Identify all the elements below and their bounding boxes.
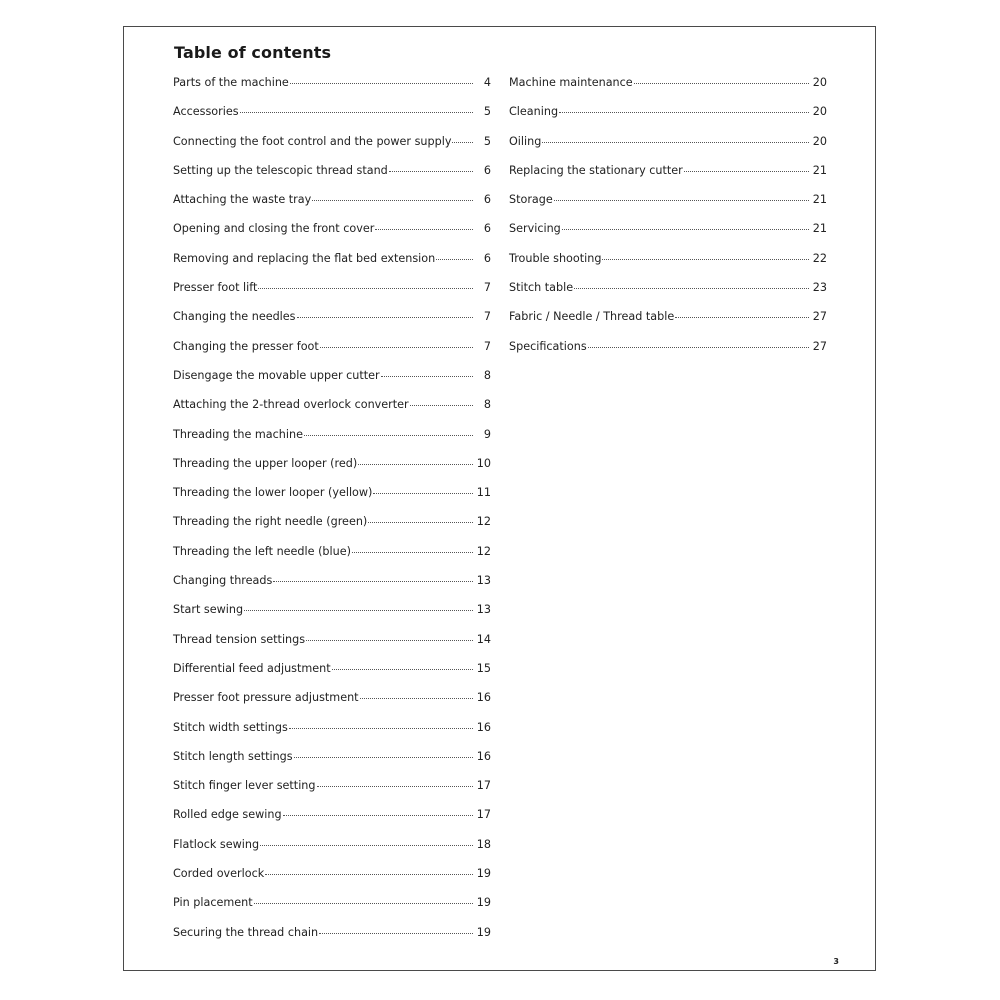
toc-dot-leader [240, 112, 473, 113]
toc-right-column [509, 76, 827, 369]
toc-entry-page: 20 [812, 134, 827, 148]
toc-entry-label: Attaching the waste tray [173, 193, 312, 207]
toc-entry-label: Changing the needles [173, 310, 296, 324]
toc-entry-page: 14 [476, 632, 491, 646]
toc-entry-label: Threading the upper looper (red) [173, 456, 358, 470]
toc-dot-leader [375, 229, 473, 230]
toc-dot-leader [675, 317, 809, 318]
toc-entry-page: 5 [483, 134, 491, 148]
toc-entry [173, 105, 491, 134]
toc-entry [173, 691, 491, 720]
toc-entry [173, 164, 491, 193]
toc-entry-page: 13 [476, 574, 491, 588]
toc-dot-leader [254, 903, 473, 904]
toc-dot-leader [258, 288, 473, 289]
toc-entry-page: 5 [483, 105, 491, 119]
toc-dot-leader [452, 142, 473, 143]
toc-dot-leader [320, 347, 473, 348]
toc-dot-leader [368, 522, 473, 523]
toc-entry-label: Threading the left needle (blue) [173, 544, 351, 558]
page-number: 3 [833, 957, 839, 966]
toc-entry [509, 76, 827, 105]
toc-entry [173, 515, 491, 544]
toc-entry [173, 545, 491, 574]
toc-entry-page: 17 [476, 808, 491, 822]
toc-dot-leader [559, 112, 809, 113]
toc-dot-leader [360, 698, 473, 699]
toc-entry-label: Presser foot lift [173, 281, 258, 295]
toc-entry [173, 457, 491, 486]
toc-entry [173, 633, 491, 662]
toc-entry-page: 21 [812, 222, 827, 236]
toc-entry [173, 603, 491, 632]
toc-entry-label: Oiling [509, 134, 542, 148]
toc-entry-page: 13 [476, 603, 491, 617]
toc-entry [173, 76, 491, 105]
toc-entry-label: Securing the thread chain [173, 925, 319, 939]
toc-entry [509, 135, 827, 164]
toc-entry-page: 19 [476, 925, 491, 939]
toc-entry [509, 340, 827, 369]
toc-entry-page: 27 [812, 339, 827, 353]
toc-entry-label: Replacing the stationary cutter [509, 163, 683, 177]
toc-entry [173, 808, 491, 837]
toc-entry-page: 17 [476, 779, 491, 793]
toc-entry-label: Stitch length settings [173, 749, 293, 763]
toc-entry-label: Storage [509, 193, 553, 207]
toc-entry [173, 310, 491, 339]
toc-entry [173, 398, 491, 427]
toc-entry-page: 20 [812, 105, 827, 119]
toc-entry [509, 281, 827, 310]
toc-dot-leader [554, 200, 809, 201]
toc-dot-leader [306, 640, 473, 641]
toc-dot-leader [410, 405, 473, 406]
toc-entry-page: 11 [476, 486, 491, 500]
toc-entry [173, 369, 491, 398]
toc-entry [173, 222, 491, 251]
toc-entry-label: Connecting the foot control and the power supply [173, 134, 452, 148]
toc-dot-leader [289, 728, 473, 729]
toc-entry [173, 662, 491, 691]
toc-entry-label: Start sewing [173, 603, 244, 617]
toc-entry-page: 21 [812, 163, 827, 177]
toc-entry [173, 750, 491, 779]
toc-entry-page: 7 [483, 310, 491, 324]
toc-dot-leader [542, 142, 809, 143]
toc-entry-label: Stitch finger lever setting [173, 779, 316, 793]
toc-entry-page: 12 [476, 515, 491, 529]
toc-entry-page: 4 [483, 76, 491, 89]
toc-entry-page: 12 [476, 544, 491, 558]
toc-left-column [173, 76, 491, 955]
page-title: Table of contents [174, 43, 332, 62]
toc-dot-leader [297, 317, 474, 318]
toc-dot-leader [436, 259, 473, 260]
toc-entry-page: 19 [476, 867, 491, 881]
toc-entry-label: Machine maintenance [509, 76, 633, 89]
toc-entry [173, 252, 491, 281]
toc-entry-label: Fabric / Needle / Thread table [509, 310, 675, 324]
toc-entry-label: Servicing [509, 222, 561, 236]
toc-entry [173, 867, 491, 896]
toc-entry [173, 193, 491, 222]
toc-entry-label: Stitch table [509, 281, 574, 295]
toc-entry-label: Changing the presser foot [173, 339, 319, 353]
toc-entry-page: 7 [483, 339, 491, 353]
document-page [123, 26, 876, 971]
toc-dot-leader [381, 376, 473, 377]
toc-dot-leader [684, 171, 809, 172]
toc-dot-leader [358, 464, 473, 465]
toc-entry-label: Corded overlock [173, 867, 265, 881]
toc-entry [173, 281, 491, 310]
toc-entry-page: 27 [812, 310, 827, 324]
toc-entry [509, 252, 827, 281]
toc-entry-page: 15 [476, 661, 491, 675]
toc-entry-page: 8 [483, 368, 491, 382]
toc-entry-page: 9 [483, 427, 491, 441]
toc-entry [173, 896, 491, 925]
toc-entry-page: 10 [476, 456, 491, 470]
toc-entry-label: Trouble shooting [509, 251, 602, 265]
toc-entry-page: 6 [483, 251, 491, 265]
toc-entry [173, 340, 491, 369]
toc-entry-label: Changing threads [173, 574, 273, 588]
toc-entry-label: Flatlock sewing [173, 837, 260, 851]
toc-entry-label: Accessories [173, 105, 239, 119]
toc-dot-leader [332, 669, 473, 670]
toc-entry-page: 21 [812, 193, 827, 207]
toc-entry-label: Stitch width settings [173, 720, 288, 734]
toc-dot-leader [319, 933, 473, 934]
toc-dot-leader [352, 552, 473, 553]
toc-entry-page: 18 [476, 837, 491, 851]
toc-entry-label: Rolled edge sewing [173, 808, 282, 822]
toc-dot-leader [602, 259, 809, 260]
toc-entry-label: Threading the lower looper (yellow) [173, 486, 373, 500]
toc-dot-leader [283, 815, 473, 816]
toc-entry-label: Cleaning [509, 105, 559, 119]
toc-entry [509, 222, 827, 251]
toc-entry-page: 6 [483, 193, 491, 207]
toc-entry-label: Setting up the telescopic thread stand [173, 163, 388, 177]
toc-entry [173, 428, 491, 457]
toc-entry-label: Disengage the movable upper cutter [173, 368, 380, 382]
toc-entry [173, 926, 491, 955]
toc-entry [173, 721, 491, 750]
toc-dot-leader [294, 757, 473, 758]
toc-dot-leader [389, 171, 473, 172]
toc-dot-leader [273, 581, 473, 582]
toc-entry-page: 22 [812, 251, 827, 265]
toc-entry-label: Differential feed adjustment [173, 661, 331, 675]
toc-entry-page: 8 [483, 398, 491, 412]
toc-entry-label: Opening and closing the front cover [173, 222, 375, 236]
toc-entry [509, 105, 827, 134]
toc-entry [173, 838, 491, 867]
toc-dot-leader [588, 347, 809, 348]
toc-dot-leader [373, 493, 473, 494]
toc-entry-page: 6 [483, 222, 491, 236]
toc-entry-label: Presser foot pressure adjustment [173, 691, 359, 705]
toc-dot-leader [634, 83, 809, 84]
toc-entry-label: Parts of the machine [173, 76, 289, 89]
toc-entry [173, 486, 491, 515]
toc-entry-page: 20 [812, 76, 827, 89]
toc-entry-page: 16 [476, 749, 491, 763]
toc-entry-page: 23 [812, 281, 827, 295]
toc-entry-page: 19 [476, 896, 491, 910]
toc-entry-label: Threading the right needle (green) [173, 515, 368, 529]
toc-entry-label: Threading the machine [173, 427, 303, 441]
toc-dot-leader [562, 229, 809, 230]
toc-entry [509, 193, 827, 222]
toc-entry-page: 6 [483, 163, 491, 177]
toc-dot-leader [290, 83, 473, 84]
toc-dot-leader [260, 845, 473, 846]
toc-dot-leader [574, 288, 809, 289]
toc-entry-label: Attaching the 2-thread overlock converter [173, 398, 409, 412]
toc-dot-leader [244, 610, 473, 611]
toc-entry [509, 164, 827, 193]
toc-entry-label: Thread tension settings [173, 632, 306, 646]
toc-dot-leader [317, 786, 474, 787]
toc-entry [173, 135, 491, 164]
toc-entry [173, 779, 491, 808]
toc-dot-leader [312, 200, 473, 201]
toc-dot-leader [265, 874, 473, 875]
toc-entry-page: 7 [483, 281, 491, 295]
toc-dot-leader [304, 435, 473, 436]
toc-entry-label: Specifications [509, 339, 587, 353]
toc-entry-page: 16 [476, 691, 491, 705]
toc-entry [173, 574, 491, 603]
toc-entry [509, 310, 827, 339]
toc-entry-label: Removing and replacing the flat bed extension [173, 251, 436, 265]
toc-entry-page: 16 [476, 720, 491, 734]
toc-entry-label: Pin placement [173, 896, 253, 910]
